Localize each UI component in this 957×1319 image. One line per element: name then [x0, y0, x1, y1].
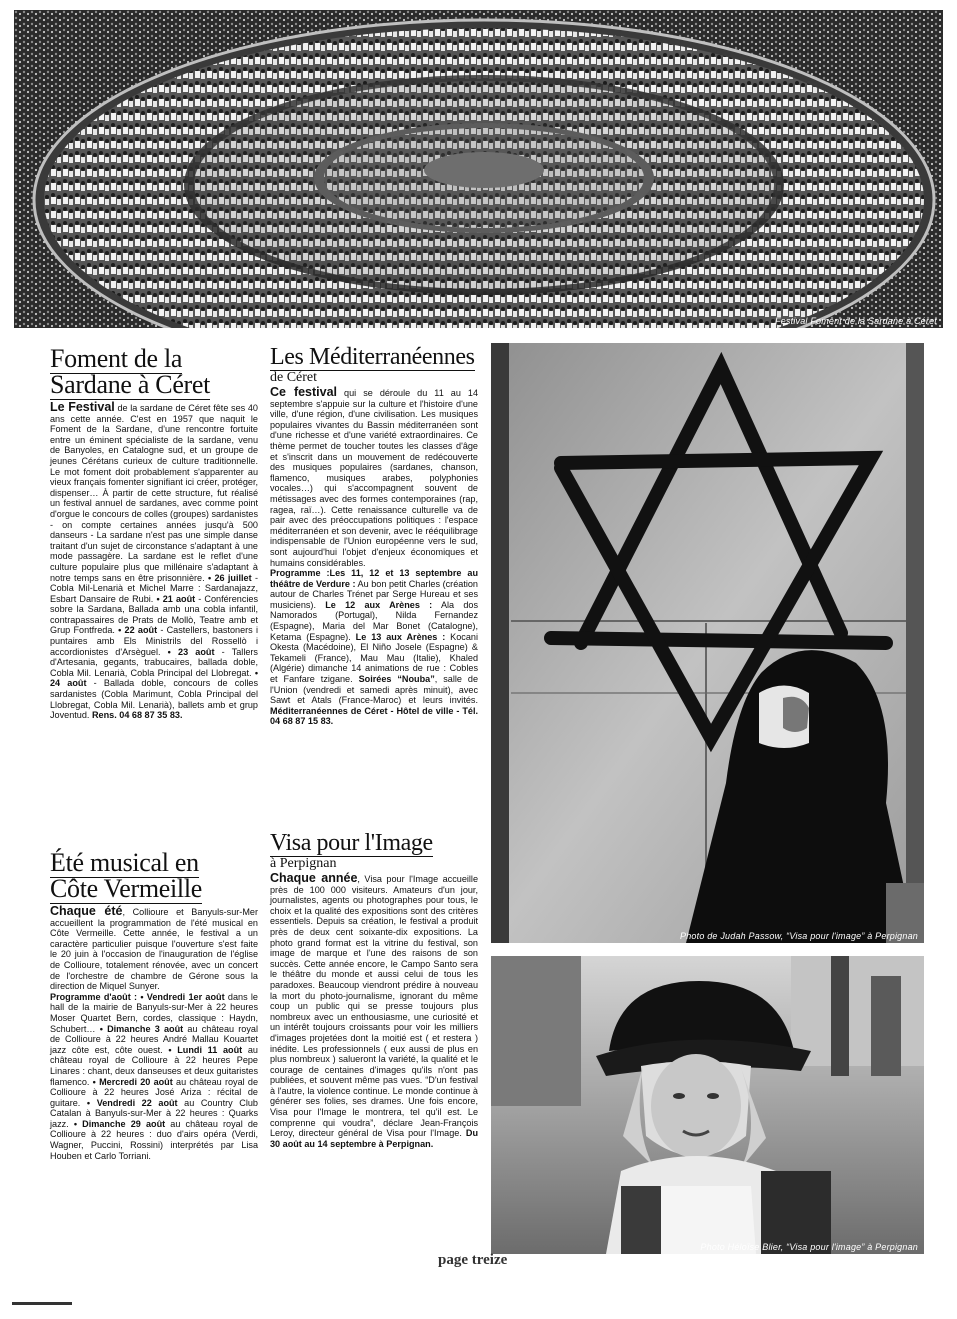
- event-3: Kocani Okesta (Macédoine), El Niño Josele (Espagne) & Tekameli (France), Mau Mau (Italie), Khaled (Algérie) dimanche 14 animations de rue : Cobles et Fanfare tzigane.: [270, 631, 478, 685]
- article-visa: [270, 830, 478, 1149]
- lead-word: Le Festival: [50, 400, 115, 414]
- date-3: • Lundi 11 août: [168, 1044, 243, 1055]
- contact-info: Méditerranéennes de Céret - Hôtel de ville - Tél. 04 68 87 15 83.: [270, 705, 478, 727]
- event-2: - Conférencies sobre la Sardana, Ballada amb una cobla infantil, contrapassaires de Prats de Mollò, Teatre amb et Grup Fontfreda.: [50, 593, 258, 636]
- top-photo: [14, 10, 943, 328]
- article-sardane-title: [50, 346, 258, 398]
- contact-phone: Rens. 04 68 87 35 83.: [91, 710, 183, 721]
- article-visa-body: [270, 873, 478, 1149]
- body-text: , Collioure et Banyuls-sur-Mer accueillent la programmation de l'été musical en Côte Vermeille. Cette année, le festival a un caractère particulier puisque l'ouverture s'est faite le 20 juin à l'occasion de l'inauguration de l'église de Collioure, totalement rénovée, avec un concert de l'orchestre de chambre de Gérone sous la direction de Miquel Sunyer.: [50, 907, 258, 992]
- page-number: page treize: [438, 1252, 508, 1268]
- article-med-title: [270, 344, 478, 370]
- event-4: au château royal de Collioure à 22 heures José Ariza : récital de guitare.: [50, 1076, 259, 1108]
- event-2: Ala dos Namorados (Portugal), Nilda Fernandez (Espagne), Maria del Mar Bonet (Catalogne), Ketama (Espagne).: [270, 599, 479, 642]
- article-visa-title: [270, 830, 478, 856]
- article-med-subtitle: de Céret: [270, 370, 318, 385]
- date-2: • Dimanche 3 août: [99, 1023, 184, 1034]
- event-3: - Castellers, bastoners i puntaires amb Els Ministrils del Rossellò i accordionistes d'Arsèguel.: [50, 625, 258, 657]
- article-ete-title: [50, 850, 258, 902]
- dates: Du 30 août au 14 septembre à Perpignan.: [270, 1128, 478, 1149]
- date-6: • Dimanche 29 août: [73, 1118, 166, 1129]
- photo-right-top-caption: Photo de Judah Passow, “Visa pour l'image” à Perpignan: [680, 931, 918, 941]
- article-sardane-body: [50, 402, 258, 721]
- event-1: dans le hall de la mairie de Banyuls-sur-Mer à 22 heures Moser Quartet Bern, cordes, classique : Haydn, Schubert…: [50, 991, 258, 1034]
- date-4: • 23 août: [167, 646, 215, 657]
- article-ete-program: [50, 992, 258, 1162]
- program-heading: Programme d'août : • Vendredi 1er août: [50, 991, 225, 1002]
- title-line-2: Côte Vermeille: [50, 874, 203, 903]
- lead-word: Chaque été: [50, 904, 123, 918]
- date-3: Le 13 aux Arènes :: [355, 631, 446, 642]
- date-1: • 26 juillet: [207, 572, 252, 583]
- event-1: Au bon petit Charles (création autour de Charles Trénet par Serge Hureau et ses musiciens).: [270, 578, 478, 610]
- program-heading: Programme :Les 11, 12 et 13 septembre au théâtre de Verdure :: [270, 568, 478, 589]
- article-med-body: [270, 387, 478, 568]
- photo-right-bottom: [491, 956, 924, 1254]
- event-4: - Tallers d'Artesania, gegants, trabucaires, ballada doble, Cobla Mil. Lenarià, Cobla Principal del Llobregat.: [50, 646, 258, 678]
- date-2: • 21 août: [156, 593, 196, 604]
- title-line-2: Sardane à Céret: [50, 370, 211, 399]
- date-4: • Mercredi 20 août: [92, 1076, 173, 1087]
- title-text: Visa pour l'Image: [270, 830, 433, 856]
- event-5: - Ballada doble, concours de colles sardanistes (Cobla Marimunt, Cobla Principal del Llobregat, Cobla Mil. Lenarià), ballets amb et grup Joventud.: [50, 678, 258, 721]
- scan-mark: [12, 1302, 72, 1305]
- article-sardane: [50, 346, 258, 721]
- girl-portrait-illustration: [491, 956, 924, 1254]
- event-5: au Country Club Catalan à Banyuls-sur-Mer à 22 heures : Quarks jazz.: [50, 1097, 258, 1129]
- article-med: [270, 344, 478, 727]
- date-2: Le 12 aux Arènes :: [325, 599, 433, 610]
- event-3: au château royal de Collioure à 22 heures Pepe Linares : chant, deux danseuses et deux guitaristes flamenco.: [50, 1044, 258, 1087]
- title-line-1: Foment de la: [50, 344, 183, 373]
- event-6: au château royal de Collioure à 22 heures : duo d'airs opéra (Verdi, Wagner, Puccini, Rossini) interprétés par Lisa Houben et Carlo Torriani.: [50, 1118, 258, 1161]
- article-ete-body: [50, 906, 258, 992]
- event-4: , salle de l'Union (vendredi et samedi après minuit), avec Sawt et Atals (France-Maroc) et leurs invités.: [270, 674, 478, 706]
- top-photo-caption: Festival Foment de la Sardane à Céret: [775, 316, 937, 326]
- date-3: • 22 août: [118, 625, 158, 636]
- arena-illustration: [14, 10, 943, 328]
- date-5: • 24 août: [50, 667, 258, 689]
- body-text: de la sardane de Céret fête ses 40 ans cette année. C'est en 1957 que naquit le Foment de la Sardane, d'une rencontre fortuite entre un éminent spécialiste de la sardane, venu de Banyoles, en Catalogne sud, et un groupe de jeunes Cérétans curieux de culture traditionnelle. Le mot foment doit probablement s'apparenter au vieux français fomenter signifiant ici créer, protéger, dispenser… À partir de cette structure, fut réalisé un festival annuel de sardanes, avec comme point d'orgue le concours de colles (groupes) sardanistes - on compte certaines années jusqu'à 500 danseurs - La sardane n'est pas une simple danse traitant d'un sujet de circonstance s'adaptant à une mode passagère. La sardane est le reflet d'une culture populaire plus que millénaire s'adaptant à notre temps sans en être prisonnière.: [50, 403, 258, 583]
- article-visa-subtitle: à Perpignan: [270, 856, 337, 871]
- title-line-1: Été musical en: [50, 848, 199, 877]
- photo-right-bottom-caption: Photo Héloïse Blier, “Visa pour l'image” à Perpignan: [700, 1242, 918, 1252]
- title-text: Les Méditerranéennes: [270, 344, 475, 370]
- event-1: - Cobla Mil-Lenarià et Michel Marre : Sardanajazz, Esbart Dansaire de Rubi.: [50, 572, 258, 604]
- lead-word: Chaque année: [270, 871, 358, 885]
- body-text: , Visa pour l'Image accueille près de 100 000 visiteurs. Amateurs d'un jour, journalistes, agents ou photographes pour tous, le choix et la qualité des expositions sont des critères essentiels. Depuis sa création, le festival a produit près de deux cent soixante-dix expositions. La photo grand format est la vitrine du festival, son image de marque et l'une des raisons de son succès. Cette année encore, le Campo Santo sera le théâtre du monde et aussi celui de tous les paradoxes. Beaucoup viendront prédire à nouveau la mort du photo-journalisme, ignorant du même coup un public qui se presse toujours plus nombreux avec un enthousiasme, une curiosité et un intérêt toujours croissants pour voir les milliers d'images projetées dont la moitié est ( et restera ) inédite. Les professionnels ( eux aussi de plus en plus nombreux ) salueront la variété, la qualité et le courage de centaines d'images qu'ils n'ont pas publiées, et souvent même pas vues. “D'un festival à l'autre, la violence continue. Le monde continue à générer ses folies, ses drames. Une fois encore, Visa pour l'Image le montrera, tel qu'il est. Le comprenne qui voudra”, déclare Jean-François Leroy, directeur général de Visa pour l'Image.: [270, 874, 479, 1139]
- article-med-program: [270, 568, 478, 727]
- photo-right-top: [491, 343, 924, 943]
- date-5: • Vendredi 22 août: [86, 1097, 178, 1108]
- date-4: Soirées “Nouba”: [358, 674, 435, 685]
- event-2: au château royal de Collioure à 22 heures André Mallau Kouartet jazz côte est, côte ouest.: [50, 1023, 258, 1055]
- wall-star-illustration: [491, 343, 924, 943]
- body-text: qui se déroule du 11 au 14 septembre s'appuie sur la culture et l'histoire d'une ville, d'une région, d'une civilisation. Les musiques populaires vivantes du Bassin méditerranéen sont d'une richesse et d'une variété extraordinaires. Ce thème permet de toucher toutes les classes d'âge et s'inscrit dans un mouvement de redécouverte des musiques populaires (sardanes, chanson, flamenco, musiques arabes, polyphonies vocales…) qui s'accompagnent souvent de métissages avec des formes contemporaines (rap, ragea, raï…). Cette renaissance culturelle va de pair avec des préoccupations politiques : l'espace méditerranéen et son devenir, avec le rééquilibrage indispensable de l'Union européenne vers le sud, sont aujourd'hui l'objet d'enjeux économiques et humains considérables.: [270, 388, 479, 568]
- lead-word: Ce festival: [270, 385, 338, 399]
- article-ete: [50, 850, 258, 1161]
